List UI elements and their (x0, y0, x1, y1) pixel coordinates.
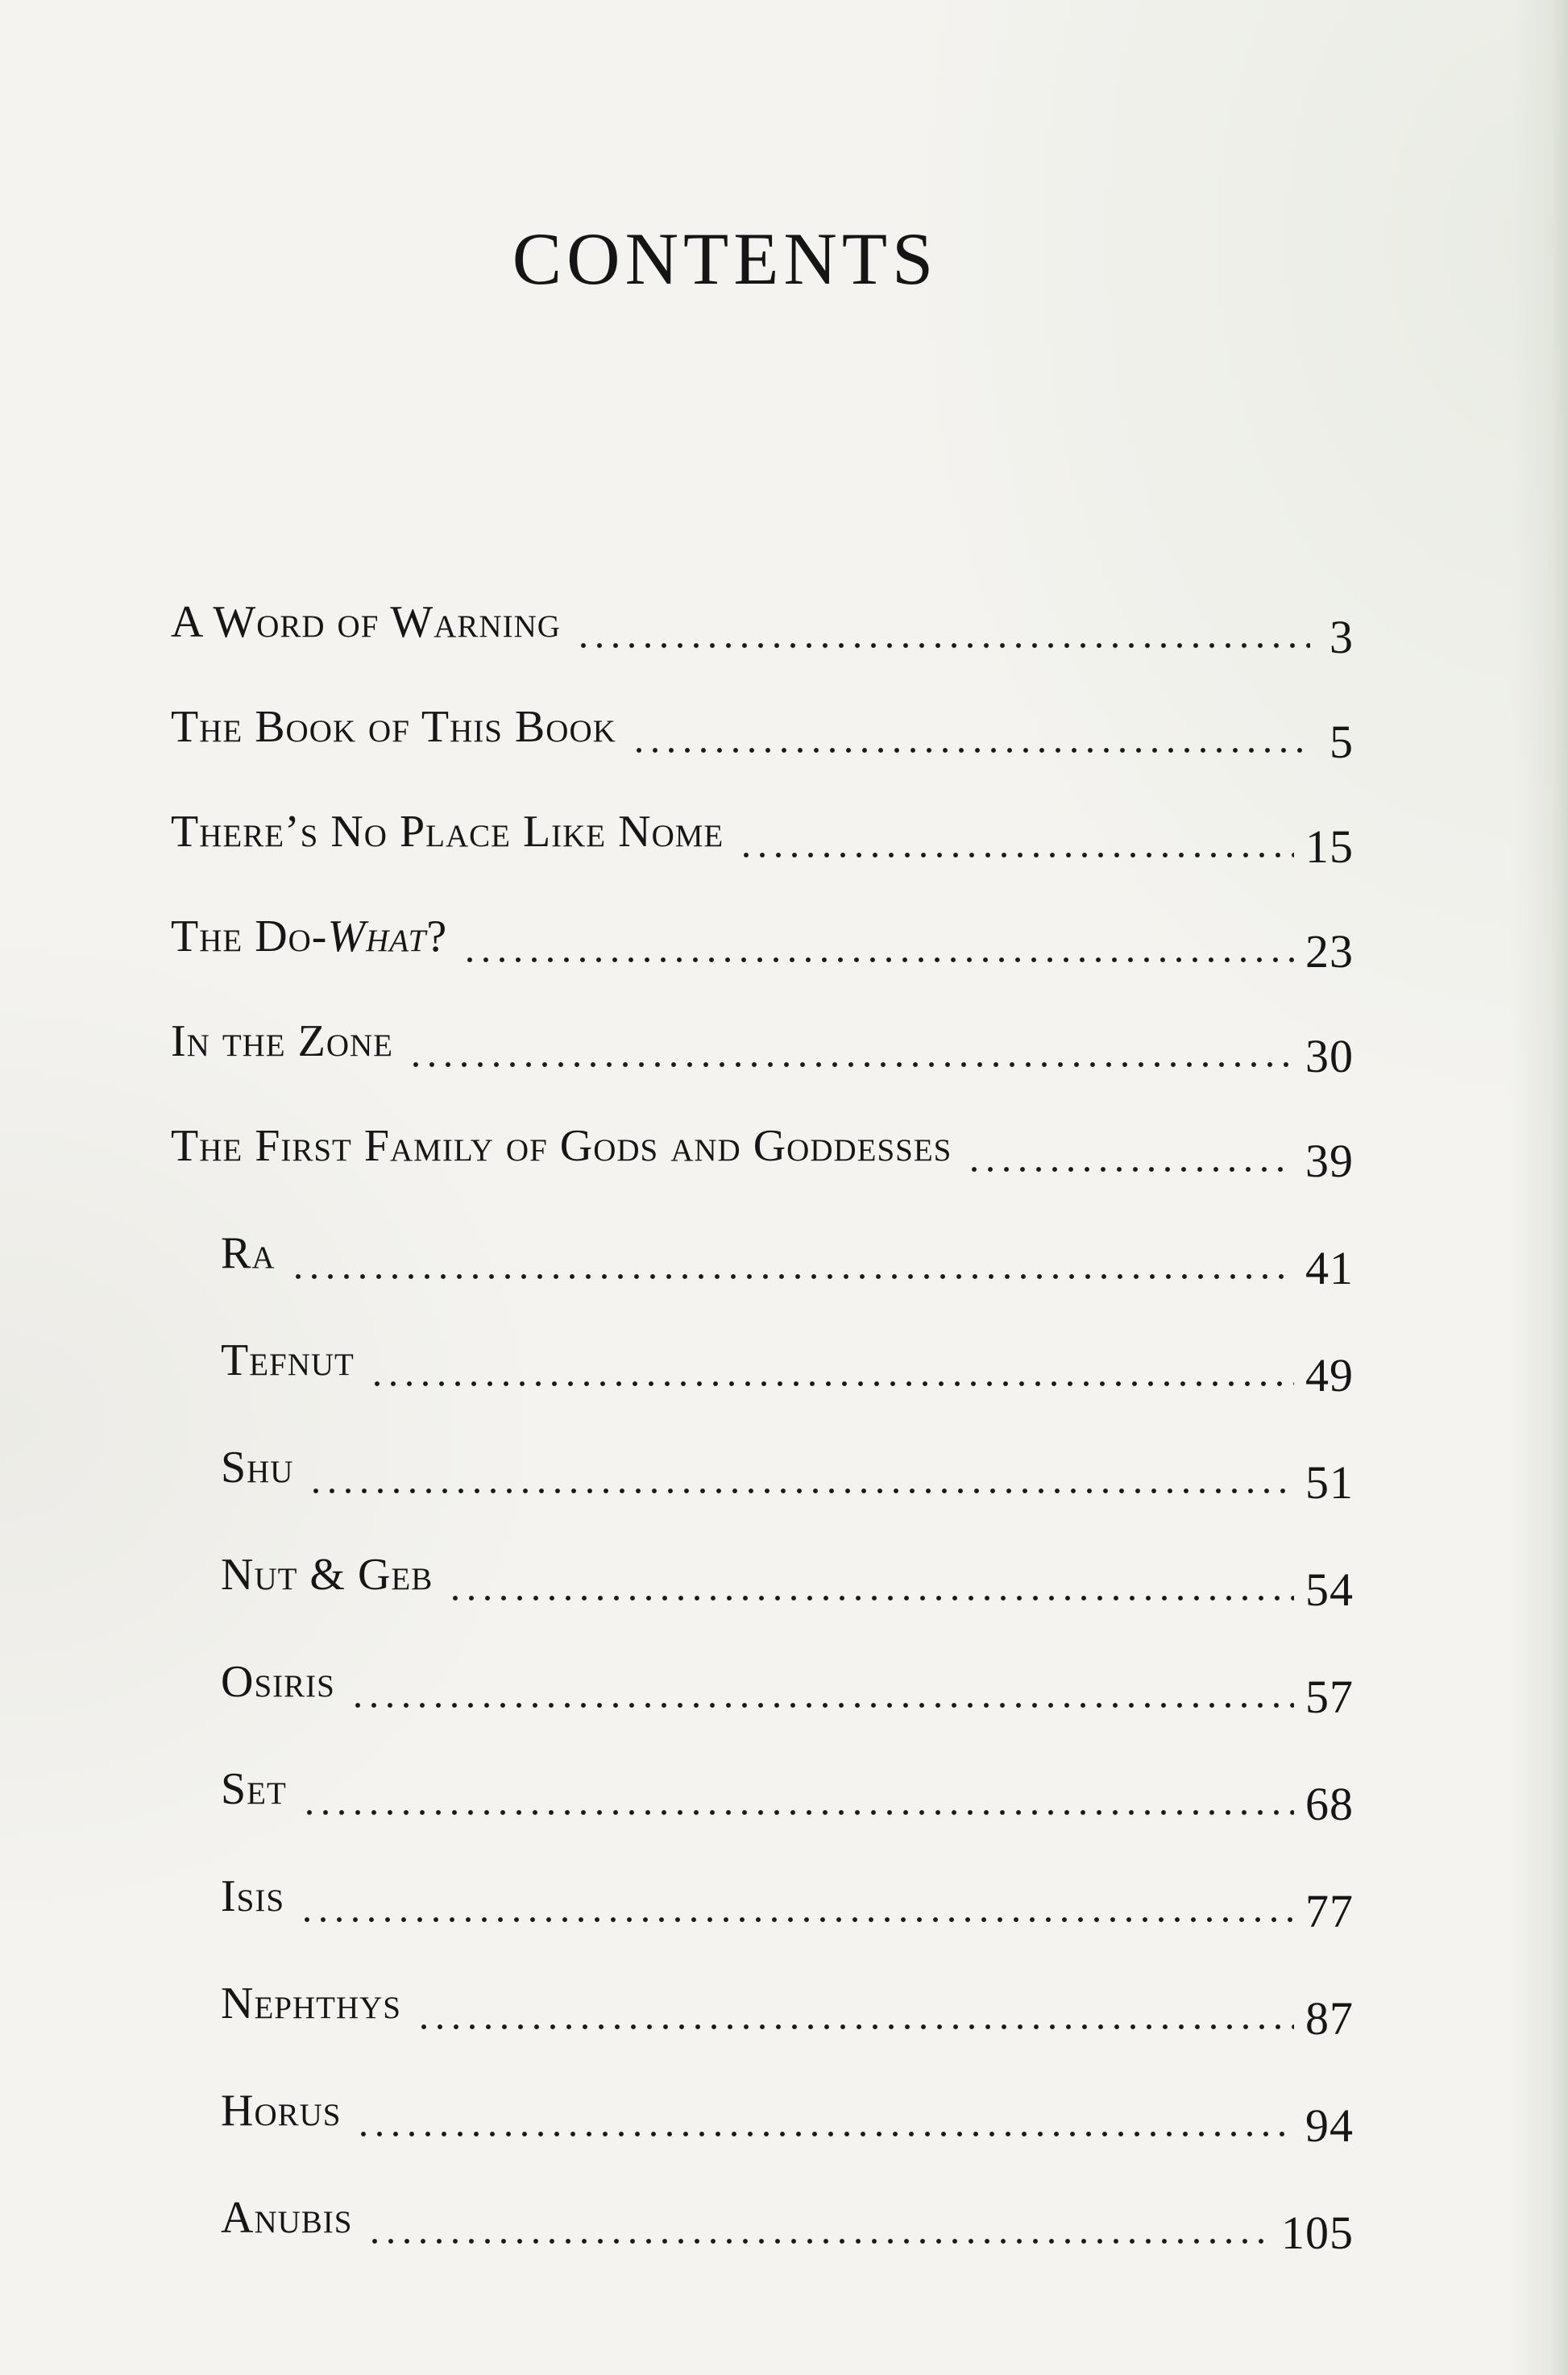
toc-entry-label: Tefnut (221, 1335, 355, 1385)
dot-leader (462, 954, 1294, 965)
toc-entry-page: 105 (1281, 2207, 1354, 2259)
toc-entry-label: A Word of Warning (171, 597, 561, 647)
page-title: CONTENTS (512, 218, 939, 300)
toc-entry-page: 41 (1305, 1242, 1354, 1294)
dot-leader (350, 1700, 1294, 1711)
dot-leader (447, 1592, 1294, 1604)
dot-leader (355, 2128, 1294, 2140)
dot-leader (966, 1164, 1294, 1175)
toc-subentry (171, 1193, 1354, 1300)
toc-entry-label: Ra (221, 1228, 276, 1278)
toc-entry (171, 774, 1354, 878)
dot-leader (290, 1271, 1294, 1282)
dot-leader (299, 1914, 1294, 1925)
toc-subentry (171, 1300, 1354, 1407)
dot-leader (367, 2236, 1270, 2247)
toc-entry (171, 878, 1354, 983)
dot-leader (408, 1059, 1294, 1070)
dot-leader (738, 849, 1294, 861)
dot-leader (301, 1807, 1294, 1818)
toc-subentry (171, 1943, 1354, 2050)
toc-entry-page: 15 (1305, 820, 1354, 873)
toc-entry-label: Osiris (221, 1657, 335, 1707)
toc-entry-page: 77 (1305, 1885, 1354, 1937)
toc-entry-label: Set (221, 1764, 287, 1814)
toc-entry-label: Shu (221, 1443, 294, 1493)
page-edge-shadow (1512, 0, 1568, 2375)
toc-entry-page: 68 (1305, 1778, 1354, 1830)
dot-leader (575, 640, 1310, 651)
toc-subentry (171, 1621, 1354, 1729)
dot-leader (369, 1378, 1294, 1389)
toc-entry-label-italic: What (327, 911, 427, 961)
toc-entry-label: The Book of This Book (171, 702, 616, 752)
toc-entry-label: There’s No Place Like Nome (171, 807, 724, 857)
toc-subentry (171, 1729, 1354, 1836)
toc-entry (171, 669, 1354, 774)
dot-leader (631, 745, 1310, 756)
toc-entry-page: 30 (1305, 1030, 1354, 1082)
toc-entry (171, 983, 1354, 1088)
toc-entry-page: 51 (1305, 1456, 1354, 1509)
toc-entry-page: 5 (1329, 716, 1354, 768)
toc-entry-label (171, 911, 447, 983)
toc-subentry (171, 2050, 1354, 2157)
toc-entry-label: Isis (221, 1871, 285, 1921)
toc-entry-label-suffix: ? (426, 911, 448, 961)
toc-subentry (171, 1514, 1354, 1621)
toc-entry-label-prefix: The Do- (171, 911, 328, 961)
toc-entry-page: 49 (1305, 1349, 1354, 1401)
toc-subentry (171, 1407, 1354, 1514)
toc-subentry (171, 2157, 1354, 2265)
dot-leader (308, 1485, 1294, 1497)
toc-entry-page: 94 (1305, 2099, 1354, 2152)
toc-entry-page: 23 (1305, 925, 1354, 978)
toc-entry-page: 54 (1305, 1563, 1354, 1616)
toc-entry-label: In the Zone (171, 1016, 393, 1066)
toc-entry-page: 87 (1305, 1992, 1354, 2045)
toc-entry-label: The First Family of Gods and Goddesses (171, 1121, 952, 1171)
toc-subentry (171, 1836, 1354, 1943)
toc-entry-page: 57 (1305, 1671, 1354, 1723)
toc-entry (171, 564, 1354, 669)
toc-entry-page: 39 (1305, 1135, 1354, 1187)
toc-entry-label: Horus (221, 2086, 342, 2136)
toc-entry-label: Nephthys (221, 1978, 401, 2028)
table-of-contents (171, 564, 1354, 2265)
toc-entry-label: Anubis (221, 2193, 353, 2243)
toc-entry (171, 1088, 1354, 1193)
toc-entry-page: 3 (1329, 611, 1354, 663)
toc-entry-label: Nut & Geb (221, 1550, 433, 1600)
dot-leader (416, 2021, 1294, 2032)
